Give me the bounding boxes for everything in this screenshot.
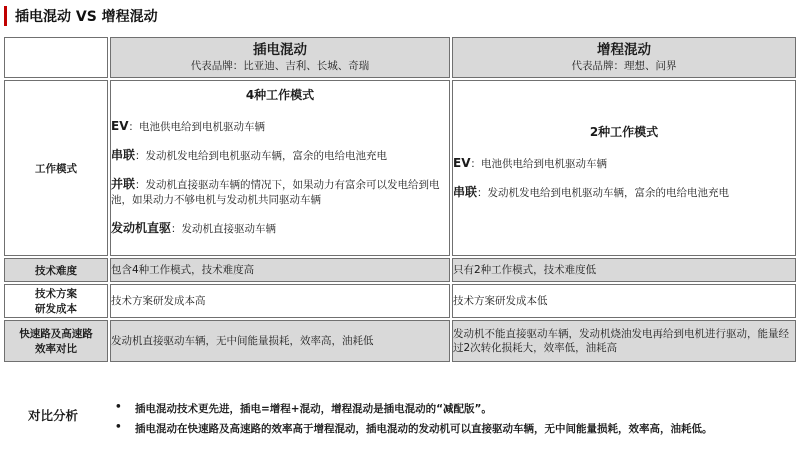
- row-label-line: 技术方案: [35, 288, 77, 300]
- mode-desc: ：电池供电给到电机驱动车辆: [470, 157, 607, 170]
- row-label-efficiency: [4, 320, 108, 362]
- row-label-cost: [4, 284, 108, 318]
- mode-term: 并联: [111, 177, 136, 191]
- cell-difficulty-erev: 只有2种工作模式，技术难度低: [452, 258, 796, 282]
- column-brands-erev: 代表品牌：理想、问界: [571, 60, 677, 72]
- column-header-erev: [452, 37, 796, 78]
- analysis-point: [115, 401, 492, 416]
- mode-desc: ：发动机直接驱动车辆: [171, 223, 277, 235]
- table-row-cost: [4, 284, 796, 318]
- mode-item-series: [453, 185, 795, 201]
- mode-item-parallel: [111, 177, 449, 208]
- bullet-icon: •: [115, 421, 122, 433]
- mode-desc: ：发动机发电给到电机驱动车辆，富余的电给电池充电: [135, 150, 388, 162]
- analysis-point: [115, 421, 713, 436]
- cell-difficulty-phev: 包含4种工作模式，技术难度高: [110, 258, 450, 282]
- row-label-line: 效率对比: [35, 343, 77, 355]
- analysis-label: 对比分析: [28, 408, 79, 423]
- mode-item-direct-drive: [111, 221, 449, 237]
- table-row-difficulty: [4, 258, 796, 282]
- bullet-icon: •: [115, 401, 122, 413]
- cell-cost-erev: 技术方案研发成本低: [452, 284, 796, 318]
- modes-title-erev: 2种工作模式: [589, 124, 659, 139]
- title-accent-bar: [4, 6, 7, 26]
- mode-term: 串联: [111, 148, 136, 162]
- mode-item-series: [111, 148, 449, 164]
- cell-efficiency-phev: 发动机直接驱动车辆，无中间能量损耗，效率高，油耗低: [110, 320, 450, 362]
- comparison-table: [2, 35, 798, 364]
- row-label-line: 研发成本: [35, 303, 77, 315]
- mode-item-ev: [111, 119, 449, 135]
- row-label-work-mode: 工作模式: [4, 80, 108, 256]
- mode-desc: ：电池供电给到电机驱动车辆: [128, 121, 265, 133]
- table-header-row: [4, 37, 796, 78]
- column-title-erev: 增程混动: [597, 42, 651, 58]
- mode-item-ev: [453, 156, 795, 172]
- cell-cost-phev: 技术方案研发成本高: [110, 284, 450, 318]
- column-title-phev: 插电混动: [253, 42, 307, 58]
- mode-desc: ：发动机发电给到电机驱动车辆，富余的电给电池充电: [477, 186, 730, 199]
- mode-term: 发动机直驱: [111, 221, 172, 235]
- corner-cell: [4, 37, 108, 78]
- column-brands-phev: 代表品牌：比亚迪、吉利、长城、奇瑞: [190, 60, 370, 72]
- column-header-phev: [110, 37, 450, 78]
- table-row-work-mode: [4, 80, 796, 256]
- cell-efficiency-erev: 发动机不能直接驱动车辆，发动机烧油发电再给到电机进行驱动，能量经过2次转化损耗大，效率低，油耗高: [452, 320, 796, 362]
- mode-term: EV: [111, 119, 129, 133]
- mode-term: 串联: [453, 184, 478, 199]
- cell-work-mode-phev: [110, 80, 450, 256]
- cell-work-mode-erev: [452, 80, 796, 256]
- row-label-difficulty: 技术难度: [4, 258, 108, 282]
- mode-term: EV: [453, 155, 471, 170]
- analysis-section: [0, 398, 800, 448]
- row-label-line: 快速路及高速路: [19, 328, 93, 340]
- modes-title-phev: 4种工作模式: [245, 88, 315, 102]
- page-title: 插电混动 VS 增程混动: [15, 9, 158, 25]
- analysis-point-text: 插电混动技术更先进，插电=增程+混动，增程混动是插电混动的“减配版”。: [135, 403, 492, 415]
- table-row-efficiency: [4, 320, 796, 362]
- title-bar: [4, 5, 158, 27]
- analysis-point-text: 插电混动在快速路及高速路的效率高于增程混动，插电混动的发动机可以直接驱动车辆，无中间能量损耗，效率高，油耗低。: [135, 423, 713, 435]
- mode-desc: ：发动机直接驱动车辆的情况下，如果动力有富余可以发电给到电池，如果动力不够电机与发动机共同驱动车辆: [111, 179, 440, 206]
